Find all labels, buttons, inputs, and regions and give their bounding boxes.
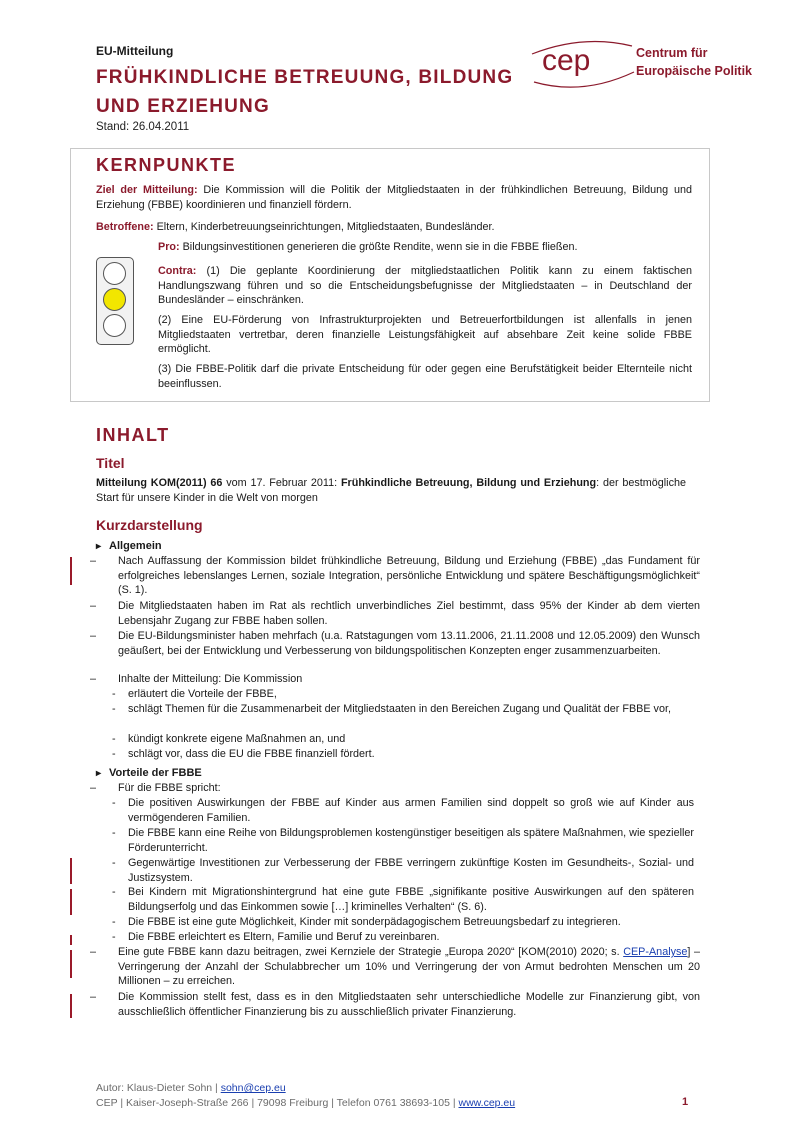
list-item: – Für die FBBE spricht:: [90, 782, 221, 794]
vorteile-heading: ▸ Vorteile der FBBE: [96, 767, 202, 779]
sub-list-item: - Die FBBE kann eine Reihe von Bildungsproblemen kostengünstiger beseitigen als spätere Maßnahmen, wie spezieller Förderunterricht.: [112, 827, 694, 854]
sub-list-item: - Bei Kindern mit Migrationshintergrund hat eine gute FBBE „signifikante positive Auswirkungen auf den späteren Bildungserfolg und das Einkommen sowie […] kriminelles Verhalten“ (S. 6).: [112, 886, 694, 913]
document-date: Stand: 26.04.2011: [96, 121, 190, 133]
kurzdarstellung-heading: Kurzdarstellung: [96, 517, 203, 533]
document-title: FRÜHKINDLICHE BETREUUNG, BILDUNG UND ERZIEHUNG: [96, 67, 514, 117]
change-bar: [70, 889, 72, 915]
change-bar: [70, 994, 72, 1018]
sub-list-item: - Gegenwärtige Investitionen zur Verbesserung der FBBE verringern zukünftige Kosten im Gesundheits-, Sozial- und Justizsystem.: [112, 857, 694, 884]
inhalt-heading: INHALT: [96, 425, 170, 445]
organization-name: [636, 44, 752, 80]
organization-name-line1: Centrum für: [636, 46, 708, 60]
change-bar: [70, 858, 72, 884]
list-item: – Die Kommission stellt fest, dass es in den Mitgliedstaaten sehr unterschiedliche Modelle zur Finanzierung gibt, von ausschließlich öffentlicher Finanzierung bis zu ausschließlich privater Finanzierung.: [90, 991, 700, 1018]
traffic-light-top-lamp: [103, 262, 126, 285]
contra-label: Contra:: [158, 265, 197, 277]
footer-address: CEP | Kaiser-Joseph-Straße 266 | 79098 Freiburg | Telefon 0761 38693-105 | www.cep.eu: [96, 1097, 516, 1109]
pro-paragraph: [158, 240, 692, 255]
sub-list-item: - schlägt Themen für die Zusammenarbeit der Mitgliedstaaten in den Bereichen Zugang und Qualität der FBBE vor,: [112, 703, 671, 715]
contra-paragraph: [158, 264, 692, 308]
change-bar: [70, 935, 72, 945]
ziel-paragraph: [96, 183, 692, 212]
sub-list-item: - Die FBBE erleichtert es Eltern, Familie und Beruf zu vereinbaren.: [112, 931, 440, 943]
traffic-light-middle-lamp: [103, 288, 126, 311]
titel-doc-name: Frühkindliche Betreuung, Bildung und Erziehung: [340, 477, 597, 489]
betroffene-label: Betroffene:: [96, 221, 154, 233]
contra-point-3: (3) Die FBBE-Politik darf die private Entscheidung für oder gegen eine Berufstätigkeit beider Elternteile nicht beeinflussen.: [158, 363, 692, 390]
organization-name-line2: Europäische Politik: [636, 64, 753, 78]
traffic-light-icon: [96, 257, 134, 345]
sub-list-item: - Die positiven Auswirkungen der FBBE auf Kinder aus armen Familien sind doppelt so groß wie auf Kinder aus vermögenderen Familien.: [112, 797, 694, 824]
betroffene-paragraph: [96, 220, 692, 235]
document-type: EU-Mitteilung: [96, 44, 174, 58]
list-item: – Die EU-Bildungsminister haben mehrfach (u.a. Ratstagungen vom 13.11.2006, 21.11.2008 und 12.05.2009) den Wunsch geäußert, bei der Entwicklung und Verbesserung von bildungspolitischen Konzepten enger zusammenzuarbeiten.: [90, 630, 700, 657]
sub-list-item: - schlägt vor, dass die EU die FBBE finanziell fördert.: [112, 748, 375, 760]
website-link[interactable]: www.cep.eu: [458, 1097, 516, 1109]
footer: [96, 1081, 515, 1111]
contra-point-2: (2) Eine EU-Förderung von Infrastrukturprojekten und Betreuerfortbildungen ist allenfalls in jenen Mitgliedstaaten vertretbar, deren finanzielle Leistungsfähigkeit auf absehbare Zeit keine solide FBBE ermöglicht.: [158, 314, 692, 355]
cep-logo: [528, 32, 638, 90]
sub-list-item: - erläutert die Vorteile der FBBE,: [112, 688, 277, 700]
footer-author: Autor: Klaus-Dieter Sohn | sohn@cep.eu: [96, 1082, 286, 1094]
sub-list-item: - Die FBBE ist eine gute Möglichkeit, Kinder mit sonderpädagogischem Betreuungsbedarf zu integrieren.: [112, 916, 621, 928]
sub-list-item: - kündigt konkrete eigene Maßnahmen an, und: [112, 733, 346, 745]
traffic-light-bottom-lamp: [103, 314, 126, 337]
cep-analyse-link[interactable]: CEP-Analyse: [623, 946, 688, 958]
allgemein-heading: ▸ Allgemein: [96, 540, 162, 552]
pro-text: Bildungsinvestitionen generieren die größte Rendite, wenn sie in die FBBE fließen.: [179, 241, 578, 253]
change-bar: [70, 557, 72, 585]
list-item: – Inhalte der Mitteilung: Die Kommission: [90, 673, 303, 685]
titel-doc-ref: Mitteilung KOM(2011) 66: [96, 477, 223, 489]
titel-paragraph: Mitteilung KOM(2011) 66 vom 17. Februar 2011: Frühkindliche Betreuung, Bildung und Erziehung: der bestmögliche Start für unsere Kinder in die Welt von morgen: [96, 477, 686, 504]
page-number: 1: [682, 1096, 689, 1108]
ziel-label: Ziel der Mitteilung:: [96, 184, 198, 196]
list-item: – Eine gute FBBE kann dazu beitragen, zwei Kernziele der Strategie „Europa 2020“ [KOM(2010) 2020; s. CEP-Analyse] – Verringerung der Anzahl der Schulabbrecher um 10% und Verringerung der von Armut bedrohten Menschen um 20 Millionen – zu erreichen.: [90, 946, 700, 988]
pro-label: Pro:: [158, 241, 180, 253]
ziel-text: Die Kommission will die Politik der Mitgliedstaaten in der frühkindlichen Betreuung, Bildung und Erziehung (FBBE) koordinieren und finanziell fördern.: [96, 184, 692, 211]
cep-logo-text: cep: [542, 44, 591, 77]
change-bar: [70, 950, 72, 978]
kernpunkte-heading: KERNPUNKTE: [96, 155, 237, 175]
list-item: – Nach Auffassung der Kommission bildet frühkindliche Betreuung, Bildung und Erziehung (FBBE) „das Fundament für erfolgreiches lebenslanges Lernen, soziale Integration, persönliche Entwicklung und spätere Beschäftigungsmöglichkeit“ (S. 1).: [90, 555, 700, 597]
betroffene-text: Eltern, Kinderbetreuungseinrichtungen, Mitgliedstaaten, Bundesländer.: [153, 221, 495, 233]
titel-heading: Titel: [96, 455, 125, 471]
author-email-link[interactable]: sohn@cep.eu: [220, 1082, 286, 1094]
contra-text: (1) Die geplante Koordinierung der mitgliedstaatlichen Politik kann zu einem faktischen Handlungszwang führen und so die Entscheidungsbefugnisse der Mitgliedstaaten – in Deutschland der Bundesländer – einschränken.: [158, 265, 692, 306]
list-item: – Die Mitgliedstaaten haben im Rat als rechtlich unverbindliches Ziel bestimmt, dass 95% der Kinder ab dem vierten Lebensjahr Zugang zur FBBE haben sollen.: [90, 600, 700, 627]
